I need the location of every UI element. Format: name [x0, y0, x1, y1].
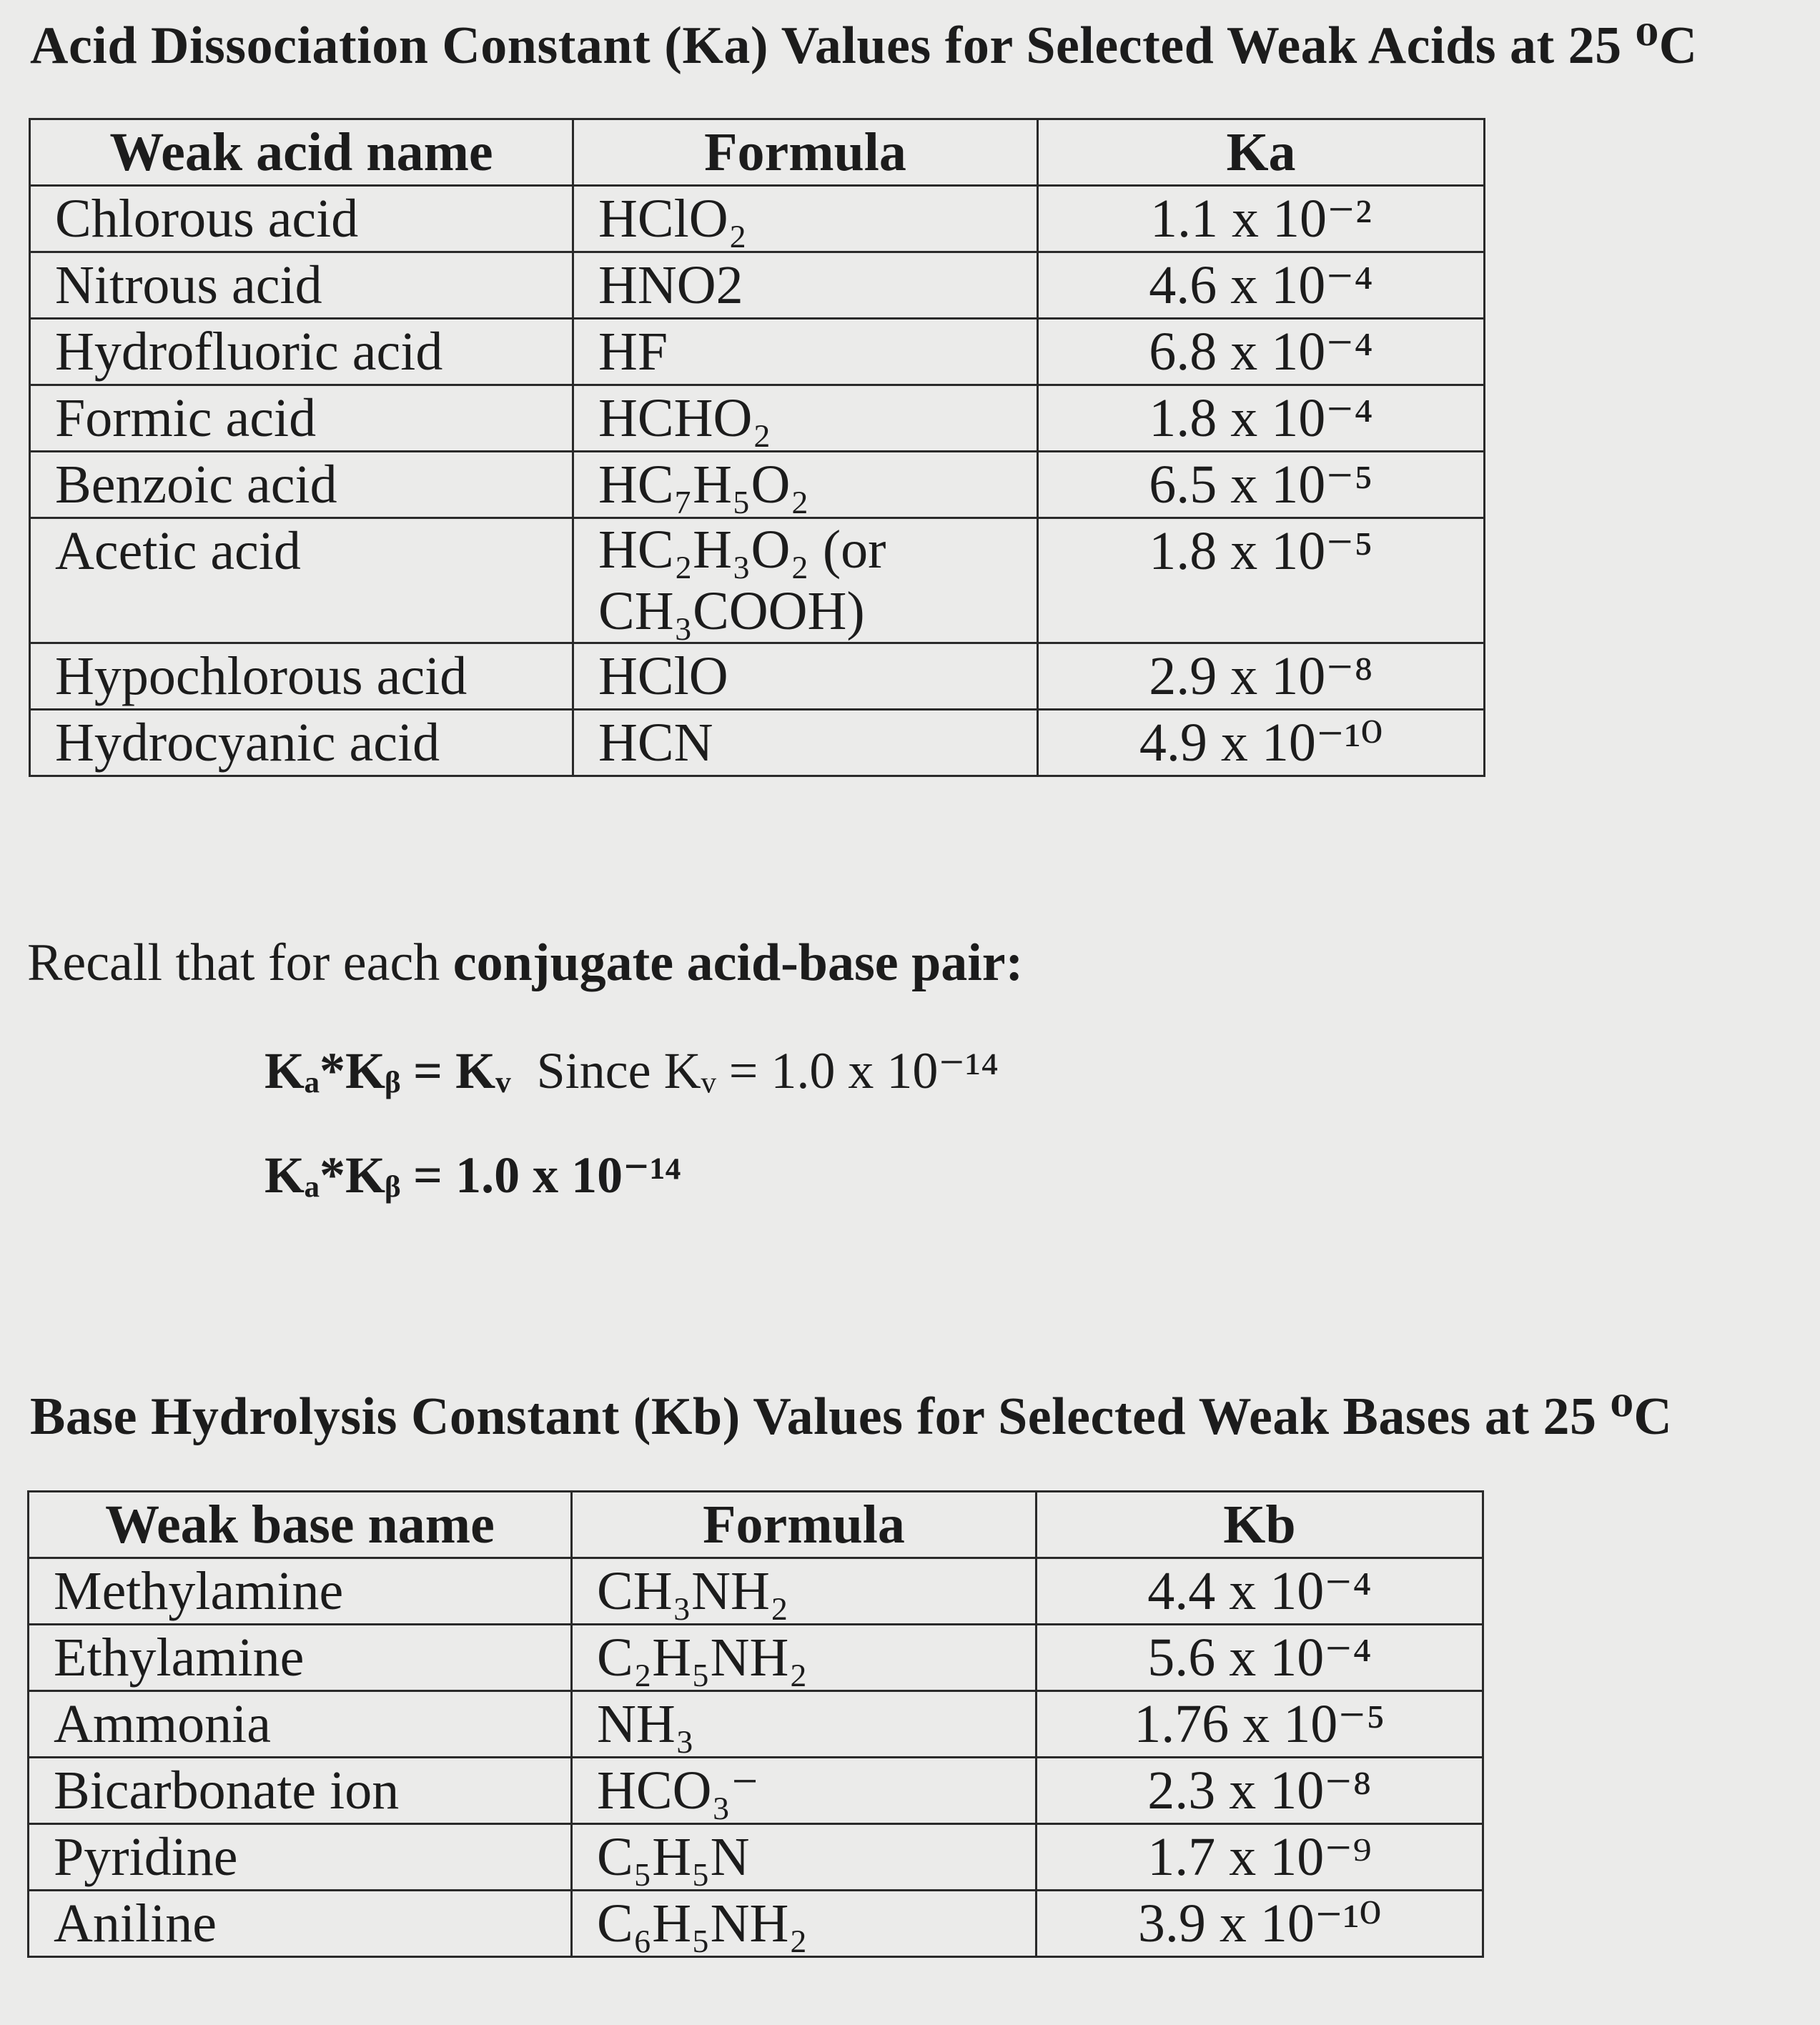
- recall-bold-text: conjugate acid-base pair:: [452, 934, 1024, 992]
- acid-formula-cell: HCHO₂: [573, 385, 1038, 452]
- acid-ka-header: Ka: [1038, 119, 1485, 186]
- base-name-cell: Aniline: [29, 1891, 572, 1957]
- acid-name-cell: Nitrous acid: [30, 252, 573, 319]
- equation-ka-kb-value: Kₐ*Kᵦ = 1.0 x 10⁻¹⁴: [264, 1147, 681, 1204]
- base-kb-cell: 1.7 x 10⁻⁹: [1037, 1824, 1483, 1891]
- acid-ka-cell: 4.6 x 10⁻⁴: [1038, 252, 1485, 319]
- acid-formula-cell: HNO2: [573, 252, 1038, 319]
- table-row: [30, 385, 1485, 452]
- acid-ka-cell: 2.9 x 10⁻⁸: [1038, 643, 1485, 710]
- table-row: [30, 319, 1485, 385]
- base-kb-cell: 5.6 x 10⁻⁴: [1037, 1625, 1483, 1691]
- acid-name-header: Weak acid name: [30, 119, 573, 186]
- table-row: [29, 1691, 1483, 1758]
- acid-ka-cell: 1.1 x 10⁻²: [1038, 186, 1485, 252]
- base-formula-cell: NH₃: [572, 1691, 1037, 1758]
- base-formula-cell: CH₃NH₂: [572, 1558, 1037, 1625]
- acid-formula-cell: HC₇H₅O₂: [573, 452, 1038, 518]
- recall-prefix: Recall that for each: [27, 934, 453, 992]
- table-row: [30, 643, 1485, 710]
- base-kb-table: [27, 1490, 1484, 1958]
- acid-name-cell: Acetic acid: [30, 518, 573, 643]
- table-row: [29, 1558, 1483, 1625]
- acid-ka-cell: 6.8 x 10⁻⁴: [1038, 319, 1485, 385]
- base-kb-cell: 1.76 x 10⁻⁵: [1037, 1691, 1483, 1758]
- base-name-cell: Pyridine: [29, 1824, 572, 1891]
- table-row: [29, 1758, 1483, 1824]
- acid-name-cell: Hypochlorous acid: [30, 643, 573, 710]
- base-table-title: Base Hydrolysis Constant (Kb) Values for Selected Weak Bases at 25 ⁰C: [30, 1387, 1673, 1446]
- table-row: [29, 1625, 1483, 1691]
- acid-ka-cell: 6.5 x 10⁻⁵: [1038, 452, 1485, 518]
- equation-1-lhs: Kₐ*Kᵦ = Kᵥ: [264, 1042, 511, 1099]
- acid-formula-cell: HC₂H₃O₂ (or CH₃COOH): [573, 518, 1038, 643]
- base-kb-cell: 3.9 x 10⁻¹⁰: [1037, 1891, 1483, 1957]
- acid-name-cell: Benzoic acid: [30, 452, 573, 518]
- acid-ka-cell: 1.8 x 10⁻⁴: [1038, 385, 1485, 452]
- base-formula-header: Formula: [572, 1492, 1037, 1558]
- table-row: [30, 710, 1485, 776]
- equation-1-rhs: Since Kᵥ = 1.0 x 10⁻¹⁴: [536, 1042, 999, 1099]
- acid-table-title: Acid Dissociation Constant (Ka) Values for Selected Weak Acids at 25 ⁰C: [30, 16, 1698, 75]
- base-name-cell: Ammonia: [29, 1691, 572, 1758]
- table-row: [29, 1891, 1483, 1957]
- acid-formula-cell: HClO₂: [573, 186, 1038, 252]
- acid-name-cell: Chlorous acid: [30, 186, 573, 252]
- acid-formula-cell: HF: [573, 319, 1038, 385]
- base-name-cell: Ethylamine: [29, 1625, 572, 1691]
- table-row: [30, 186, 1485, 252]
- acid-name-cell: Formic acid: [30, 385, 573, 452]
- base-formula-cell: C₂H₅NH₂: [572, 1625, 1037, 1691]
- base-name-header: Weak base name: [29, 1492, 572, 1558]
- recall-note: [27, 933, 1023, 994]
- acid-ka-cell: 4.9 x 10⁻¹⁰: [1038, 710, 1485, 776]
- base-name-cell: Methylamine: [29, 1558, 572, 1625]
- acid-name-cell: Hydrofluoric acid: [30, 319, 573, 385]
- base-table-header-row: [29, 1492, 1483, 1558]
- acid-formula-cell: HCN: [573, 710, 1038, 776]
- base-kb-cell: 4.4 x 10⁻⁴: [1037, 1558, 1483, 1625]
- acid-ka-cell: 1.8 x 10⁻⁵: [1038, 518, 1485, 643]
- base-formula-cell: HCO₃⁻: [572, 1758, 1037, 1824]
- table-row: [30, 452, 1485, 518]
- base-formula-cell: C₆H₅NH₂: [572, 1891, 1037, 1957]
- acid-ka-table: [29, 118, 1485, 777]
- equation-ka-kb-kw: [264, 1040, 999, 1101]
- acid-table-header-row: [30, 119, 1485, 186]
- table-row: [30, 252, 1485, 319]
- acid-formula-header: Formula: [573, 119, 1038, 186]
- table-row: [30, 518, 1485, 643]
- acid-formula-cell: HClO: [573, 643, 1038, 710]
- acid-name-cell: Hydrocyanic acid: [30, 710, 573, 776]
- base-name-cell: Bicarbonate ion: [29, 1758, 572, 1824]
- base-kb-cell: 2.3 x 10⁻⁸: [1037, 1758, 1483, 1824]
- base-formula-cell: C₅H₅N: [572, 1824, 1037, 1891]
- base-kb-header: Kb: [1037, 1492, 1483, 1558]
- table-row: [29, 1824, 1483, 1891]
